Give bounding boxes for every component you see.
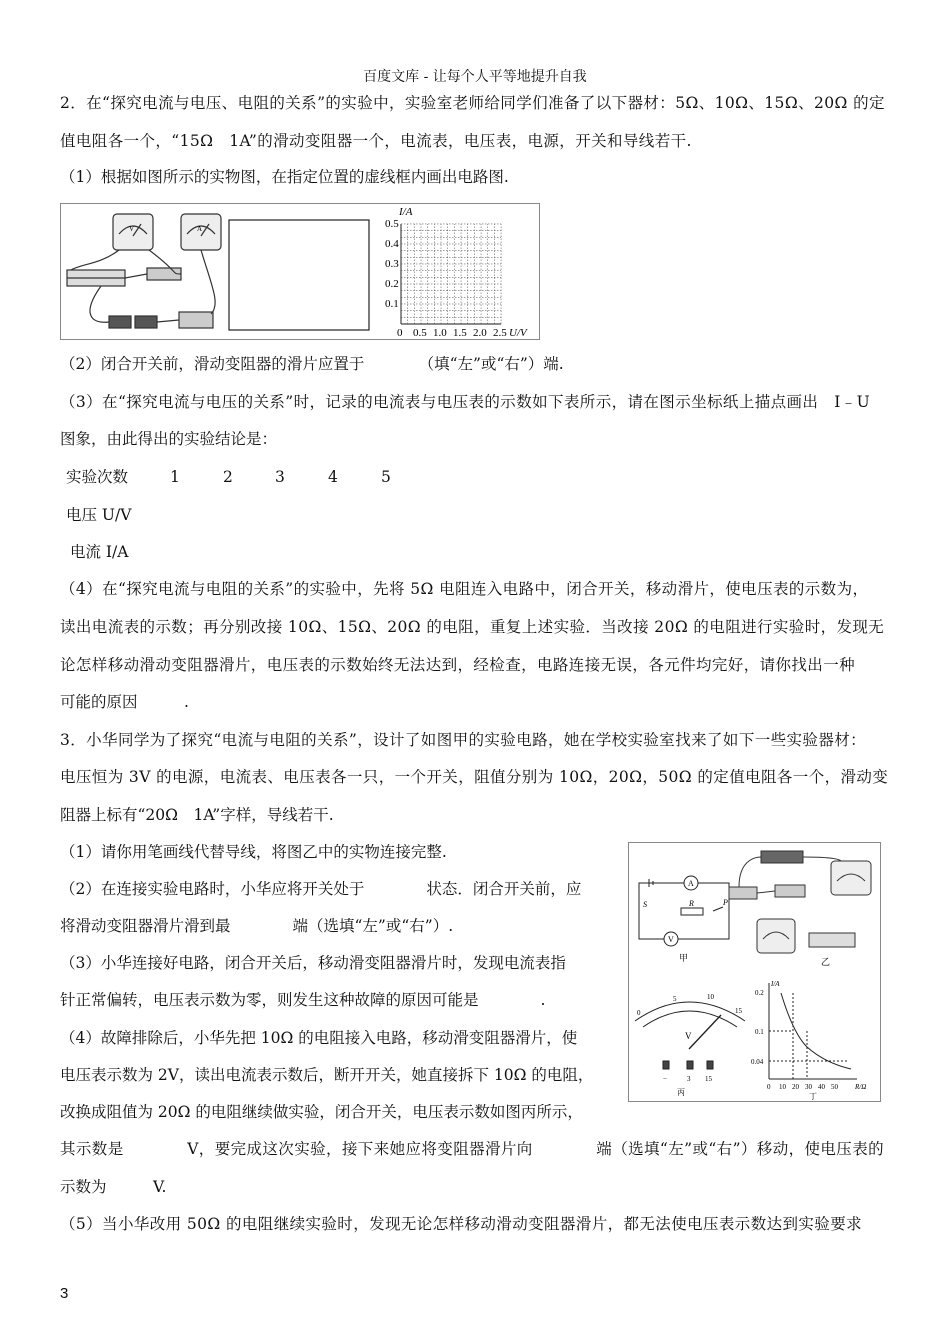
apparatus-yi bbox=[729, 851, 871, 953]
meter-scale-label: 0 bbox=[637, 1009, 641, 1017]
terminal bbox=[663, 1061, 669, 1069]
circuit-letter: R bbox=[689, 899, 694, 908]
page-number: 3 bbox=[60, 1285, 69, 1302]
table-trial-number: 5 bbox=[381, 468, 391, 486]
x-tick: 1.0 bbox=[433, 327, 447, 339]
q3-part-4-line-1: （4）故障排除后，小华先把 10Ω 的电阻接入电路，移动滑变阻器滑片，使 bbox=[60, 1029, 578, 1047]
table-trial-number: 1 bbox=[170, 468, 180, 486]
q3-part-5: （5）当小华改用 50Ω 的电阻继续实验时，发现无论怎样移动滑动变阻器滑片，都无法使电压表示数达到实验要求 bbox=[60, 1215, 862, 1233]
table-row-current-label: 电流 I/A bbox=[70, 543, 129, 561]
q3-stem-line-1: 3．小华同学为了探究“电流与电阻的关系”，设计了如图甲的实验电路，她在学校实验室找来了如下一些实验器材： bbox=[60, 731, 867, 749]
graph-x-tick: 20 bbox=[792, 1083, 799, 1091]
table-row-trials-label: 实验次数 bbox=[66, 468, 129, 486]
q2-part-3-line-1: （3）在“探究电流与电压的关系”时，记录的电流表与电压表的示数如下表所示，请在图示坐标纸上描点画出 I﹣U bbox=[60, 393, 871, 411]
switch-base bbox=[729, 887, 757, 899]
x-tick: 0.5 bbox=[413, 327, 427, 339]
q2-part-4-line-1: （4）在“探究电流与电阻的关系”的实验中，先将 5Ω 电阻连入电路中，闭合开关，移动滑片，使电压表的示数为， bbox=[60, 580, 869, 598]
wire-1 bbox=[71, 250, 119, 270]
graph-x-tick: 0 bbox=[767, 1083, 771, 1091]
x-axis-label: U/V bbox=[509, 327, 527, 339]
graph-y-label: I/A bbox=[771, 980, 780, 988]
table-trial-number: 3 bbox=[275, 468, 285, 486]
y-axis-label: I/A bbox=[399, 206, 413, 218]
graph-y-tick: 0.2 bbox=[755, 989, 764, 997]
terminal-label: 3 bbox=[687, 1075, 691, 1083]
figure-2-panels bbox=[628, 842, 881, 1102]
y-tick: 0.3 bbox=[385, 258, 399, 270]
meter-scale-label: 5 bbox=[673, 995, 677, 1003]
circuit-letter: S bbox=[643, 900, 647, 909]
meter-letter: V bbox=[685, 1031, 692, 1041]
circuit-letter: P bbox=[723, 898, 728, 907]
terminal bbox=[707, 1061, 713, 1069]
circuit-letter: A bbox=[688, 879, 694, 888]
ir-graph-ding bbox=[769, 983, 857, 1079]
graph-x-label: R/Ω bbox=[855, 1083, 867, 1091]
label-bing: 丙 bbox=[677, 1088, 685, 1097]
wire-6 bbox=[125, 274, 147, 278]
page-header: 百度文库 - 让每个人平等地提升自我 bbox=[363, 69, 587, 85]
meter-right bbox=[831, 861, 871, 895]
q3-stem-line-2: 电压恒为 3V 的电源，电流表、电压表各一只，一个开关，阻值分别为 10Ω，20Ω，50Ω 的定值电阻各一个，滑动变 bbox=[60, 768, 889, 786]
ir-curve bbox=[781, 993, 851, 1069]
switch bbox=[179, 312, 213, 328]
wire-4 bbox=[90, 286, 109, 322]
terminal bbox=[687, 1061, 693, 1069]
q3-part-2-line-1: （2）在连接实验电路时，小华应将开关处于 状态．闭合开关前，应 bbox=[60, 880, 582, 898]
resistor-symbol bbox=[681, 908, 703, 915]
figure-1-apparatus bbox=[60, 203, 540, 340]
circuit-diagram-box bbox=[229, 220, 369, 330]
graph-y-tick: 0.1 bbox=[755, 1028, 764, 1036]
q3-part-3-line-2: 针正常偏转，电压表示数为零，则发生这种故障的原因可能是 . bbox=[60, 991, 546, 1009]
circuit-diagram-jia bbox=[639, 876, 729, 946]
q2-stem-line-1: 2．在“探究电流与电压、电阻的关系”的实验中，实验室老师给同学们准备了以下器材：5Ω、10Ω、15Ω、20Ω 的定 bbox=[60, 94, 885, 112]
y-tick: 0.5 bbox=[385, 218, 399, 230]
q2-part-2: （2）闭合开关前，滑动变阻器的滑片应置于 （填“左”或“右”）端. bbox=[60, 355, 564, 373]
table-trial-number: 4 bbox=[328, 468, 338, 486]
q2-stem-line-2: 值电阻各一个，“15Ω 1A”的滑动变阻器一个，电流表，电压表，电源，开关和导线若干. bbox=[60, 132, 692, 150]
y-tick: 0.2 bbox=[385, 278, 399, 290]
q3-stem-line-3: 阻器上标有“20Ω 1A”字样，导线若干. bbox=[60, 806, 334, 824]
graph-y-tick: 0.04 bbox=[751, 1058, 764, 1066]
q3-part-3-line-1: （3）小华连接好电路，闭合开关后，移动滑变阻器滑片时，发现电流表指 bbox=[60, 954, 566, 972]
x-tick: 2.5 bbox=[493, 327, 507, 339]
q2-part-4-line-2: 读出电流表的示数；再分别改接 10Ω、15Ω、20Ω 的电阻，重复上述实验．当改接 20Ω 的电阻进行实验时，发现无 bbox=[60, 618, 885, 636]
resistor-block bbox=[775, 885, 805, 897]
q3-part-2-line-2: 将滑动变阻器滑片滑到最 端（选填“左”或“右”）. bbox=[60, 917, 454, 935]
x-tick: 0 bbox=[397, 327, 403, 339]
voltmeter-letter: V bbox=[129, 225, 135, 233]
graph-x-tick: 50 bbox=[831, 1083, 838, 1091]
terminal-label: 15 bbox=[705, 1075, 712, 1083]
q2-part-1: （1）根据如图所示的实物图，在指定位置的虚线框内画出电路图. bbox=[60, 168, 509, 186]
battery-pack bbox=[761, 851, 803, 863]
table-trial-number: 2 bbox=[223, 468, 233, 486]
q3-part-4-line-2: 电压表示数为 2V，读出电流表示数后，断开开关，她直接拆下 10Ω 的电阻， bbox=[60, 1066, 594, 1084]
meter-needle bbox=[689, 1015, 721, 1049]
wire-3 bbox=[201, 250, 215, 314]
y-tick: 0.4 bbox=[385, 238, 399, 250]
meter-scale-label: 15 bbox=[735, 1007, 742, 1015]
meter-bottom bbox=[757, 919, 795, 953]
table-row-voltage-label: 电压 U/V bbox=[66, 506, 132, 524]
q3-part-4-line-3: 改换成阻值为 20Ω 的电阻继续做实验，闭合开关，电压表示数如图丙所示， bbox=[60, 1103, 583, 1121]
circuit-letter: V bbox=[668, 935, 674, 944]
x-tick: 2.0 bbox=[473, 327, 487, 339]
y-tick: 0.1 bbox=[385, 298, 399, 310]
label-jia: 甲 bbox=[679, 953, 689, 963]
graph-x-tick: 40 bbox=[818, 1083, 825, 1091]
rheostat-yi bbox=[809, 933, 855, 947]
battery-2 bbox=[135, 316, 157, 328]
label-ding: 丁 bbox=[809, 1092, 817, 1101]
q2-part-4-line-3: 论怎样移动滑动变阻器滑片，电压表的示数始终无法达到，经检查，电路连接无误，各元件均完好，请你找出一种 bbox=[60, 656, 856, 674]
battery-1 bbox=[109, 316, 131, 328]
label-yi: 乙 bbox=[821, 957, 831, 967]
terminal-label: − bbox=[663, 1075, 667, 1083]
graph-x-tick: 10 bbox=[779, 1083, 786, 1091]
meter-scale-label: 10 bbox=[707, 993, 714, 1001]
ammeter-letter: A bbox=[197, 225, 203, 233]
q3-part-1: （1）请你用笔画线代替导线，将图乙中的实物连接完整. bbox=[60, 843, 447, 861]
iu-grid-paper bbox=[401, 224, 501, 324]
q3-part-4-line-4: 其示数是 V，要完成这次实验，接下来她应将变阻器滑片向 端（选填“左”或“右”）移动，使电压表的 bbox=[60, 1140, 884, 1158]
wire-5 bbox=[157, 320, 179, 322]
q3-part-4-line-5: 示数为 V. bbox=[60, 1178, 167, 1196]
q2-part-4-line-4: 可能的原因 . bbox=[60, 693, 189, 711]
q2-part-3-line-2: 图象，由此得出的实验结论是： bbox=[60, 430, 278, 448]
graph-x-tick: 30 bbox=[805, 1083, 812, 1091]
x-tick: 1.5 bbox=[453, 327, 467, 339]
